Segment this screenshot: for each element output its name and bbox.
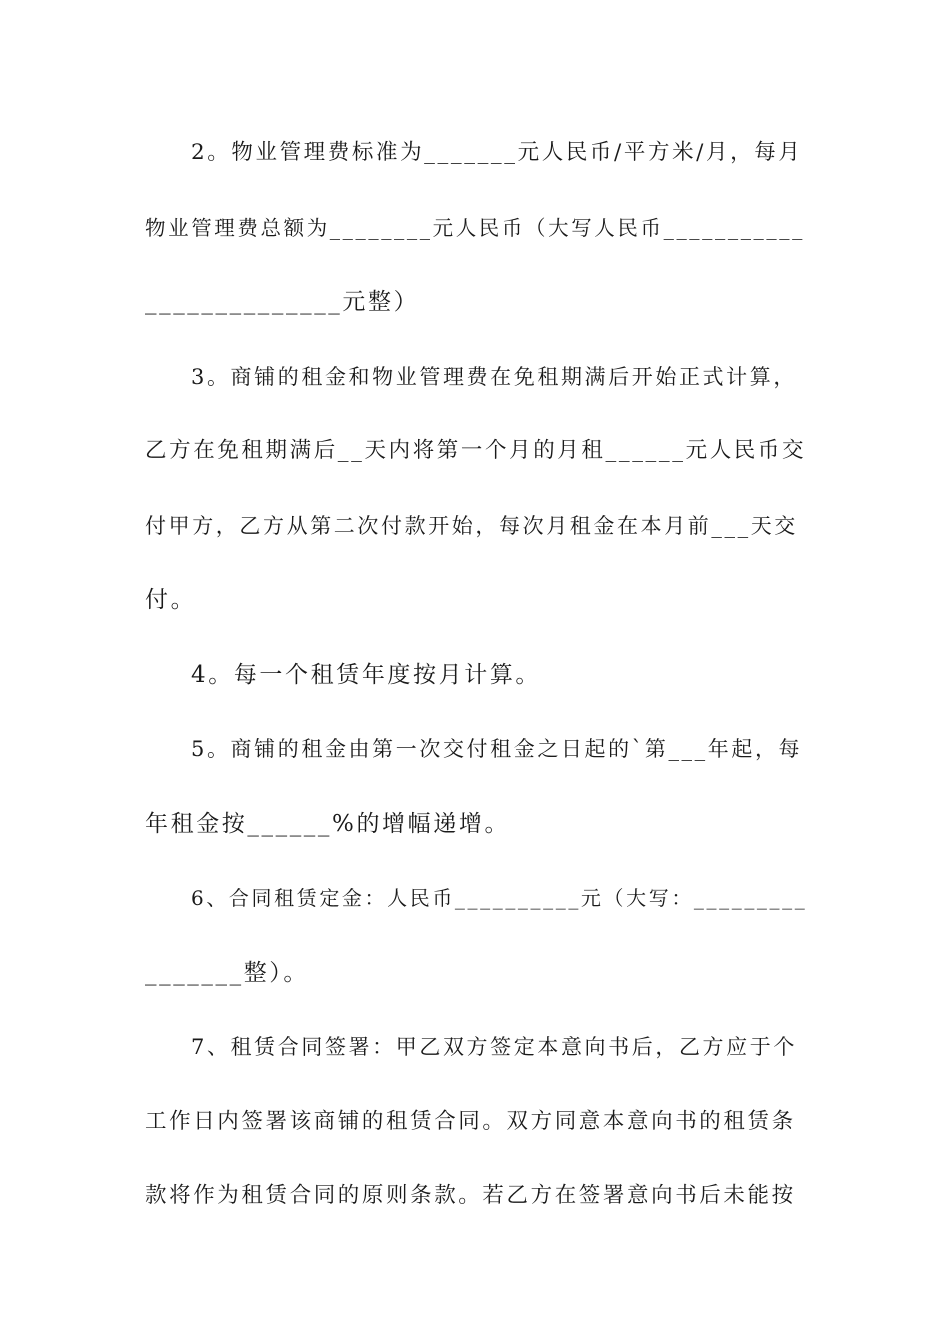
clause-4-line-1: 4。每一个租赁年度按月计算。 — [191, 662, 542, 688]
clause-3-line-2: 乙方在免租期满后__天内将第一个月的月租______元人民币交 — [145, 438, 807, 463]
clause-7-line-3: 款将作为租赁合同的原则条款。若乙方在签署意向书后未能按 — [145, 1183, 796, 1208]
clause-3-line-1: 3。商铺的租金和物业管理费在免租期满后开始正式计算， — [191, 365, 797, 389]
clause-5-line-1: 5。商铺的租金由第一次交付租金之日起的`第___年起，每 — [191, 737, 803, 761]
clause-7-line-1: 7、租赁合同签署：甲乙双方签定本意向书后，乙方应于个 — [191, 1035, 797, 1059]
clause-3-line-4: 付。 — [145, 587, 197, 613]
clause-3-line-3: 付甲方，乙方从第二次付款开始，每次月租金在本月前___天交 — [145, 514, 798, 538]
clause-2-line-3: ______________元整） — [145, 289, 420, 315]
clause-7-line-2: 工作日内签署该商铺的租赁合同。双方同意本意向书的租赁条 — [145, 1109, 796, 1134]
clause-6-line-2: _______整）。 — [145, 960, 309, 986]
clause-5-line-2: 年租金按______%的增幅递增。 — [145, 811, 511, 837]
clause-6-line-1: 6、合同租赁定金：人民币__________元（大写：_________ — [191, 886, 808, 910]
clause-2-line-2: 物业管理费总额为________元人民币（大写人民币___________ — [145, 216, 805, 240]
clause-2-line-1: 2。物业管理费标准为_______元人民币/平方米/月，每月 — [191, 140, 803, 165]
